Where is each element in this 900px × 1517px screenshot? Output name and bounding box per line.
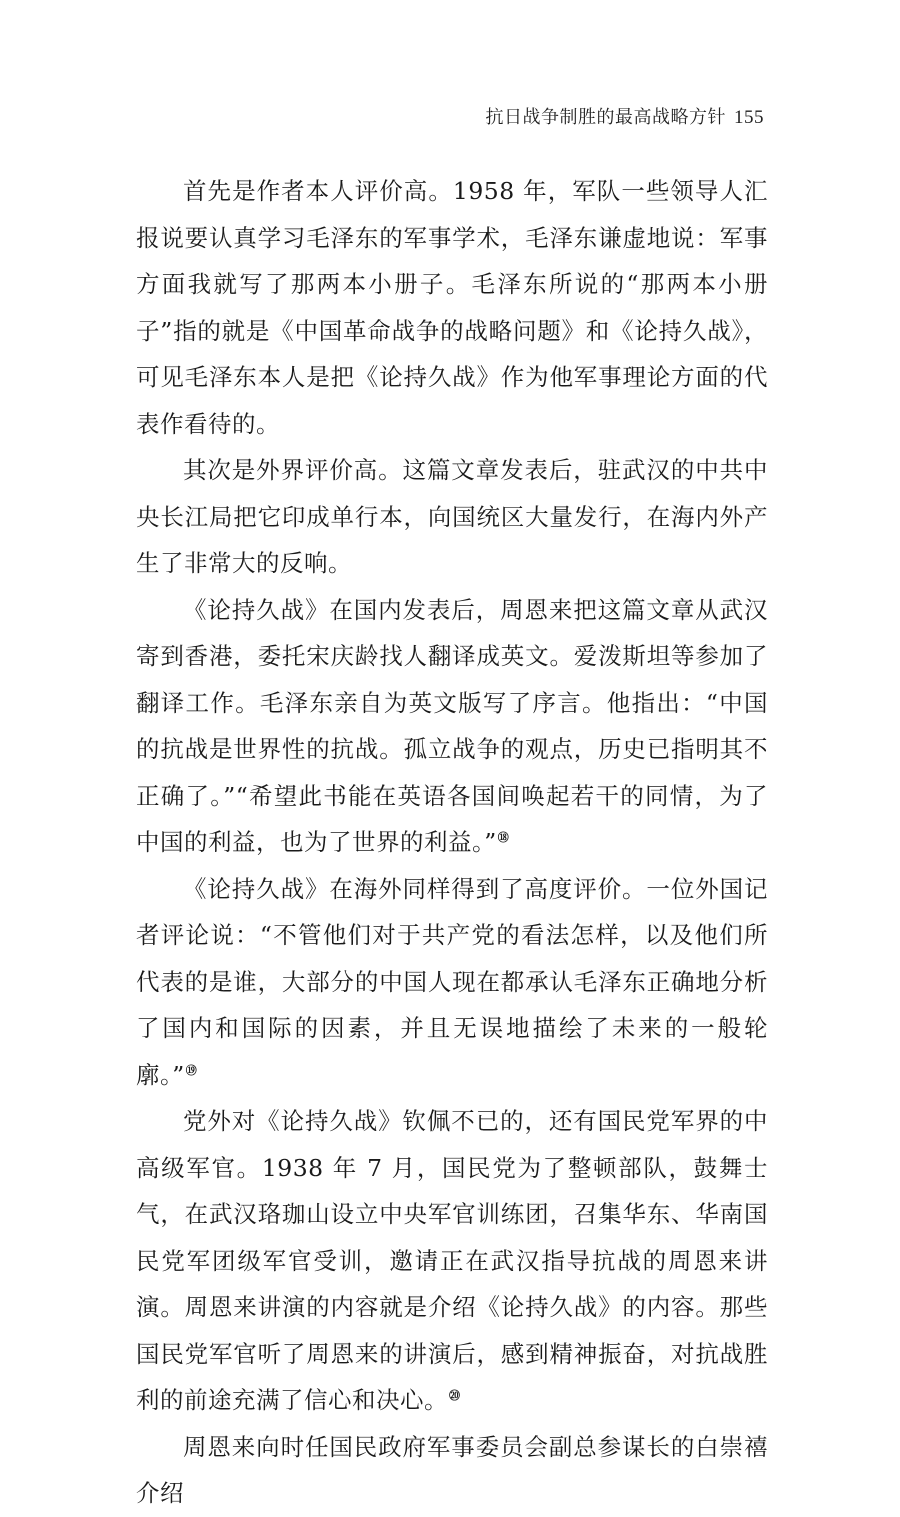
paragraph-text: 其次是外界评价高。这篇文章发表后，驻武汉的中共中央长江局把它印成单行本，向国统区大量发行，在海内外产生了非常大的反响。: [136, 456, 768, 577]
paragraph: [136, 587, 768, 866]
running-header: [486, 103, 765, 129]
paragraph: [136, 168, 768, 447]
paragraph: [136, 447, 768, 587]
footnote-ref: ⑲: [185, 1063, 198, 1077]
footnote-ref: ⑱: [497, 831, 510, 845]
body-text: [136, 168, 768, 1517]
paragraph-text: 《论持久战》在海外同样得到了高度评价。一位外国记者评论说：“不管他们对于共产党的看法怎样，以及他们所代表的是谁，大部分的中国人现在都承认毛泽东正确地分析了国内和国际的因素，并且无误地描绘了未来的一般轮廓。”: [136, 874, 768, 1089]
paragraph: [136, 866, 768, 1099]
paragraph: [136, 1098, 768, 1424]
paragraph-text: 周恩来向时任国民政府军事委员会副总参谋长的白崇禧介绍: [136, 1432, 768, 1507]
chapter-title: 抗日战争制胜的最高战略方针: [485, 107, 726, 128]
paragraph-text: 党外对《论持久战》钦佩不已的，还有国民党军界的中高级军官。1938 年 7 月，国民党为了整顿部队，鼓舞士气，在武汉珞珈山设立中央军官训练团，召集华东、华南国民党军团级军官受训，邀请正在武汉指导抗战的周恩来讲演。周恩来讲演的内容就是介绍《论持久战》的内容。那些国民党军官听了周恩来的讲演后，感到精神振奋，对抗战胜利的前途充满了信心和决心。: [136, 1107, 768, 1414]
paragraph-text: 《论持久战》在国内发表后，周恩来把这篇文章从武汉寄到香港，委托宋庆龄找人翻译成英文。爱泼斯坦等参加了翻译工作。毛泽东亲自为英文版写了序言。他指出：“中国的抗战是世界性的抗战。孤立战争的观点，历史已指明其不正确了。”“希望此书能在英语各国间唤起若干的同情，为了中国的利益，也为了世界的利益。”: [136, 595, 768, 856]
paragraph-text: 首先是作者本人评价高。1958 年，军队一些领导人汇报说要认真学习毛泽东的军事学术，毛泽东谦虚地说：军事方面我就写了那两本小册子。毛泽东所说的“那两本小册子”指的就是《中国革命战争的战略问题》和《论持久战》，可见毛泽东本人是把《论持久战》作为他军事理论方面的代表作看待的。: [136, 177, 768, 438]
paragraph: [136, 1424, 768, 1517]
footnote-ref: ⑳: [449, 1389, 461, 1403]
page-number: 155: [734, 107, 764, 128]
